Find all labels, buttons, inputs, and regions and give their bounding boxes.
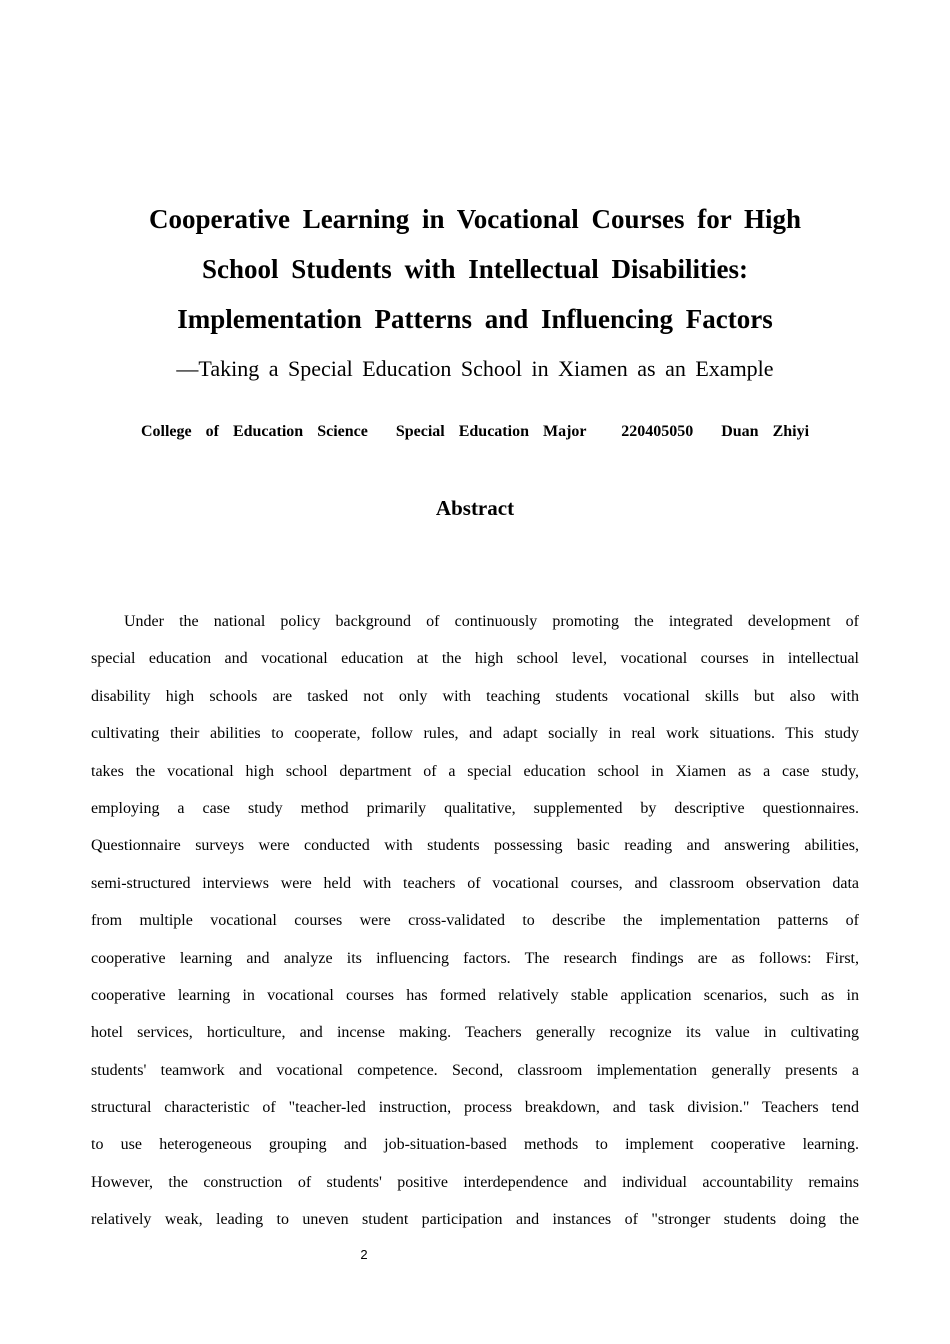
author-affiliation-line: College of Education Science Special Education Major 220405050 Duan Zhiyi [140,423,810,440]
abstract-line: structural characteristic of "teacher-led instruction, process breakdown, and task division." Teachers tend [91,1099,859,1117]
abstract-line: Under the national policy background of continuously promoting the integrated development of [124,613,859,630]
abstract-line: However, the construction of students' positive interdependence and individual accountability remains [91,1173,859,1191]
abstract-line: employing a case study method primarily qualitative, supplemented by descriptive questionnaires. [91,799,859,817]
title-line-2: School Students with Intellectual Disabilities: [201,254,749,284]
page-number: 2 [360,1247,368,1262]
abstract-line: to use heterogeneous grouping and job-situation-based methods to implement cooperative learning. [91,1136,859,1154]
abstract-line: hotel services, horticulture, and incense making. Teachers generally recognize its value in cultivating [91,1024,859,1042]
abstract-heading: Abstract [435,496,515,520]
abstract-line: disability high schools are tasked not only with teaching students vocational skills but also with [91,687,859,705]
title-line-3: Implementation Patterns and Influencing Factors [177,304,773,334]
abstract-line: semi-structured interviews were held with teachers of vocational courses, and classroom observation data [91,874,859,892]
abstract-line: relatively weak, leading to uneven student participation and instances of "stronger students doing the [91,1211,859,1229]
abstract-line: Questionnaire surveys were conducted with students possessing basic reading and answering abilities, [91,837,859,855]
abstract-line: takes the vocational high school department of a special education school in Xiamen as a case study, [91,762,859,780]
abstract-line: cooperative learning in vocational courses has formed relatively stable application scenarios, such as in [91,986,859,1004]
abstract-line: students' teamwork and vocational competence. Second, classroom implementation generally presents a [91,1061,859,1079]
abstract-line: cooperative learning and analyze its influencing factors. The research findings are as follows: First, [91,949,859,967]
abstract-line: from multiple vocational courses were cross-validated to describe the implementation patterns of [91,912,859,930]
abstract-line: special education and vocational education at the high school level, vocational courses in intellectual [91,650,859,668]
abstract-line: cultivating their abilities to cooperate, follow rules, and adapt socially in real work situations. This study [91,725,859,743]
abstract-body [91,603,859,1239]
document-title [90,194,860,344]
title-line-1: Cooperative Learning in Vocational Courses for High [148,204,802,234]
document-subtitle: —Taking a Special Education School in Xiamen as an Example [176,356,774,381]
